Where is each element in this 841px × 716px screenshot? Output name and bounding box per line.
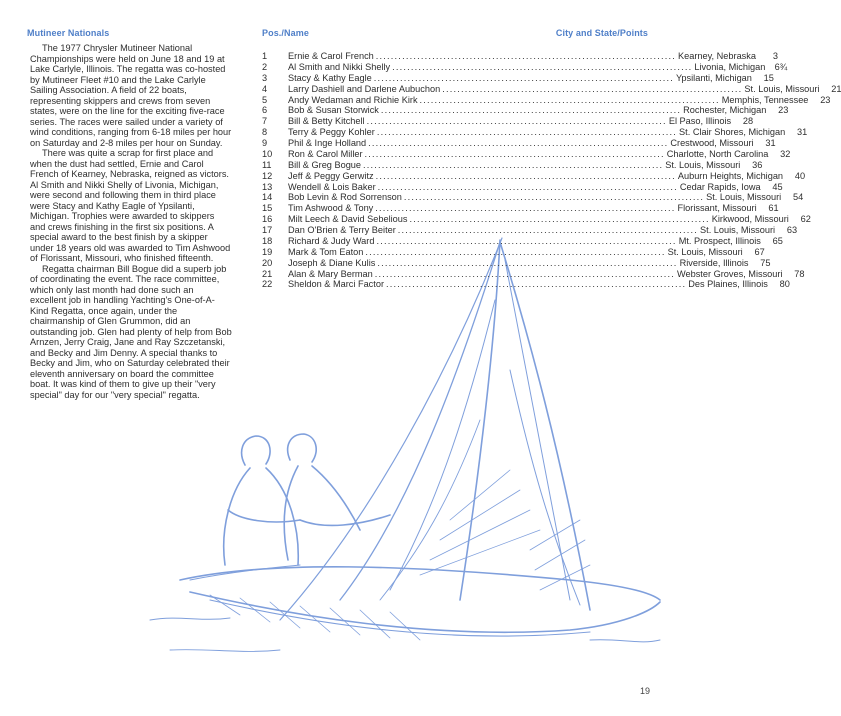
result-city: St. Louis, Missouri	[744, 83, 820, 94]
result-position: 8	[262, 127, 268, 138]
leader-dots: ................................................................................	[364, 148, 665, 159]
result-row	[262, 257, 771, 269]
leader-dots: ................................................................................	[368, 138, 669, 148]
result-position: 16	[262, 214, 273, 225]
result-city: Cedar Rapids, Iowa	[679, 181, 761, 192]
result-points: 54	[792, 192, 804, 203]
result-name: Andy Wedaman and Richie Kirk	[288, 94, 418, 105]
result-name: Alan & Mary Berman	[288, 268, 373, 279]
result-name: Dan O'Brien & Terry Beiter	[288, 225, 396, 235]
result-points: 75	[760, 257, 771, 268]
result-name: Stacy & Kathy Eagle	[288, 72, 372, 83]
leader-dots: ................................................................................	[380, 105, 682, 116]
result-city: Ypsilanti, Michigan	[675, 72, 752, 83]
result-name: Milt Leech & David Sebelious	[288, 214, 408, 225]
result-city: St. Clair Shores, Michigan	[679, 127, 786, 138]
result-row	[262, 170, 806, 182]
result-position: 9	[262, 138, 268, 148]
result-points: 65	[772, 235, 783, 246]
result-name: Terry & Peggy Kohler	[288, 127, 375, 138]
leader-dots: ................................................................................	[375, 203, 676, 214]
article-paragraph: Regatta chairman Bill Bogue did a superb job of coordinating the event. The race committee, which only last month had done such an excellent job in handling Yachting's One-of-A-Kind Regatta, once again, under the chairmanship of Glen Grummon, did an outstanding job. Glen had plenty of help from Bob Arnzen, Jerry Craig, Jane and Ray Szczetanski, and Becky and Jim Denny. A special thanks to Becky and Jim, who on Saturday celebrated their eleventh anniversary on board the committee boat. It was kind of them to give up their "very special" day for our "very special" regatta.	[30, 263, 232, 400]
result-city: Charlotte, North Carolina	[666, 148, 769, 159]
result-position: 18	[262, 235, 273, 246]
result-position: 2	[262, 61, 268, 72]
result-points: 45	[772, 181, 783, 192]
result-city: Mt. Prospect, Illinois	[678, 235, 761, 246]
result-position: 1	[262, 51, 268, 61]
result-row	[262, 72, 774, 84]
result-points: 62	[800, 214, 811, 225]
leader-dots: ................................................................................	[419, 94, 720, 105]
result-name: Sheldon & Marci Factor	[288, 279, 384, 290]
result-position: 4	[262, 83, 268, 94]
result-name: Richard & Judy Ward	[288, 235, 375, 246]
result-position: 11	[262, 159, 272, 170]
result-row	[262, 268, 805, 280]
result-row	[262, 94, 831, 106]
result-city: St. Louis, Missouri	[706, 192, 782, 203]
result-points: 28	[742, 116, 754, 127]
leader-dots: ................................................................................	[377, 181, 678, 192]
city-points-heading: City and State/Points	[555, 28, 648, 38]
result-points: 3	[772, 51, 778, 61]
result-points: 40	[794, 170, 806, 181]
result-position: 13	[262, 181, 273, 192]
result-city: St. Louis, Missouri	[665, 159, 741, 170]
result-row	[262, 138, 776, 149]
result-city: St. Louis, Missouri	[667, 246, 743, 257]
result-points: 31	[797, 127, 808, 138]
section-title: Mutineer Nationals	[27, 28, 110, 38]
result-position: 20	[262, 257, 273, 268]
result-points: 61	[768, 203, 779, 214]
result-position: 6	[262, 105, 268, 116]
leader-dots: ................................................................................	[403, 192, 705, 203]
page-number: 19	[639, 686, 650, 696]
result-city: Kearney, Nebraska	[678, 51, 756, 61]
sailboat-sketch-illustration	[150, 220, 670, 690]
result-name: Ernie & Carol French	[288, 51, 374, 61]
leader-dots: ................................................................................	[392, 61, 693, 72]
pos-name-heading: Pos./Name	[262, 28, 309, 38]
result-row	[262, 225, 798, 236]
result-points: 15	[763, 72, 774, 83]
leader-dots: ................................................................................	[365, 246, 666, 257]
result-position: 21	[262, 268, 273, 279]
result-row	[262, 105, 789, 116]
result-name: Larry Dashiell and Darlene Aubuchon	[288, 83, 441, 94]
results-table	[262, 51, 841, 290]
result-city: Memphis, Tennessee	[721, 94, 809, 105]
result-name: Wendell & Lois Baker	[288, 181, 376, 192]
result-points: 80	[779, 279, 790, 290]
result-city: Auburn Heights, Michigan	[677, 170, 784, 181]
result-position: 7	[262, 116, 268, 127]
leader-dots: ................................................................................	[376, 127, 678, 138]
result-city: Crestwood, Missouri	[670, 138, 754, 148]
result-city: Kirkwood, Missouri	[711, 214, 789, 225]
leader-dots: ................................................................................	[376, 235, 677, 246]
result-row	[262, 127, 808, 138]
leader-dots: ................................................................................	[375, 51, 677, 61]
result-row	[262, 51, 778, 62]
result-name: Jeff & Peggy Gerwitz	[288, 170, 374, 181]
result-position: 3	[262, 72, 268, 83]
leader-dots: ................................................................................	[409, 214, 710, 225]
result-name: Bill & Betty Kitchell	[288, 116, 365, 127]
result-row	[262, 181, 783, 193]
result-row	[262, 214, 811, 225]
leader-dots: ................................................................................	[375, 170, 676, 181]
result-row	[262, 159, 763, 171]
result-name: Mark & Tom Eaton	[288, 246, 364, 257]
result-name: Al Smith and Nikki Shelly	[288, 61, 391, 72]
result-row	[262, 279, 790, 290]
result-row	[262, 148, 791, 160]
result-name: Bob Levin & Rod Sorrenson	[288, 192, 402, 203]
result-points: 78	[794, 268, 805, 279]
leader-dots: ................................................................................	[366, 116, 667, 127]
result-points: 23	[820, 94, 831, 105]
result-row	[262, 235, 783, 247]
result-row	[262, 83, 841, 95]
result-points: 36	[752, 159, 763, 170]
result-city: Florissant, Missouri	[677, 203, 757, 214]
leader-dots: ................................................................................	[374, 268, 675, 279]
result-city: Des Plaines, Illinois	[688, 279, 768, 290]
result-position: 15	[262, 203, 273, 214]
result-position: 14	[262, 192, 273, 203]
result-position: 22	[262, 279, 273, 290]
leader-dots: ................................................................................	[377, 257, 678, 268]
result-name: Joseph & Diane Kulis	[288, 257, 376, 268]
leader-dots: ................................................................................	[442, 83, 743, 94]
result-points: 21	[831, 83, 841, 94]
result-row	[262, 116, 754, 127]
result-row	[262, 203, 779, 214]
result-points: 32	[780, 148, 791, 159]
result-position: 17	[262, 225, 273, 235]
result-row	[262, 61, 788, 73]
leader-dots: ................................................................................	[397, 225, 699, 235]
result-city: El Paso, Illinois	[668, 116, 732, 127]
result-name: Phil & Inge Holland	[288, 138, 367, 148]
leader-dots: ................................................................................	[386, 279, 687, 290]
result-position: 19	[262, 246, 273, 257]
result-name: Bob & Susan Storwick	[288, 105, 379, 116]
result-name: Bill & Greg Bogue	[288, 159, 362, 170]
result-points: 23	[778, 105, 789, 116]
leader-dots: ................................................................................	[373, 72, 674, 83]
leader-dots: ................................................................................	[363, 159, 664, 170]
article-paragraph: There was quite a scrap for first place and when the dust had settled, Ernie and Carol French of Kearney, Nebraska, reigned as victors. Al Smith and Nikki Shelly of Livonia, Michigan, were second and following them in third place were Stacy and Kathy Eagle of Ypsilanti, Michigan. Trophies were awarded to skippers and crews finishing in the first six positions. A special award to the best finish by a skipper under 18 years old was awarded to Tim Ashwood of Florissant, Missouri, who finished fifteenth.	[30, 148, 231, 263]
result-points: 6¾	[774, 61, 788, 72]
result-city: Livonia, Michigan	[694, 61, 766, 72]
result-row	[262, 192, 804, 203]
result-city: Webster Groves, Missouri	[676, 268, 783, 279]
result-position: 10	[262, 148, 273, 159]
result-name: Ron & Carol Miller	[288, 148, 363, 159]
result-city: Rochester, Michigan	[683, 105, 767, 116]
result-city: Riverside, Illinois	[679, 257, 749, 268]
result-city: St. Louis, Missouri	[700, 225, 776, 235]
article-paragraph: The 1977 Chrysler Mutineer National Championships were held on June 18 and 19 at Lake Carlyle, Illinois. The regatta was co-hosted by Mutineer Fleet #10 and the Lake Carlyle Sailing Association. A field of 22 boats, representing skippers and crews from seven states, were on the line for the exciting five-race series. The races were sailed under a variety of wind conditions, ranging from 6-18 miles per hour on Saturday and 2-8 miles per hour on Sunday.	[30, 43, 232, 148]
result-points: 31	[765, 138, 776, 148]
result-position: 5	[262, 94, 268, 105]
result-position: 12	[262, 170, 273, 181]
result-row	[262, 246, 765, 258]
result-points: 67	[754, 246, 765, 257]
result-points: 63	[786, 225, 798, 235]
result-name: Tim Ashwood & Tony	[288, 203, 374, 214]
